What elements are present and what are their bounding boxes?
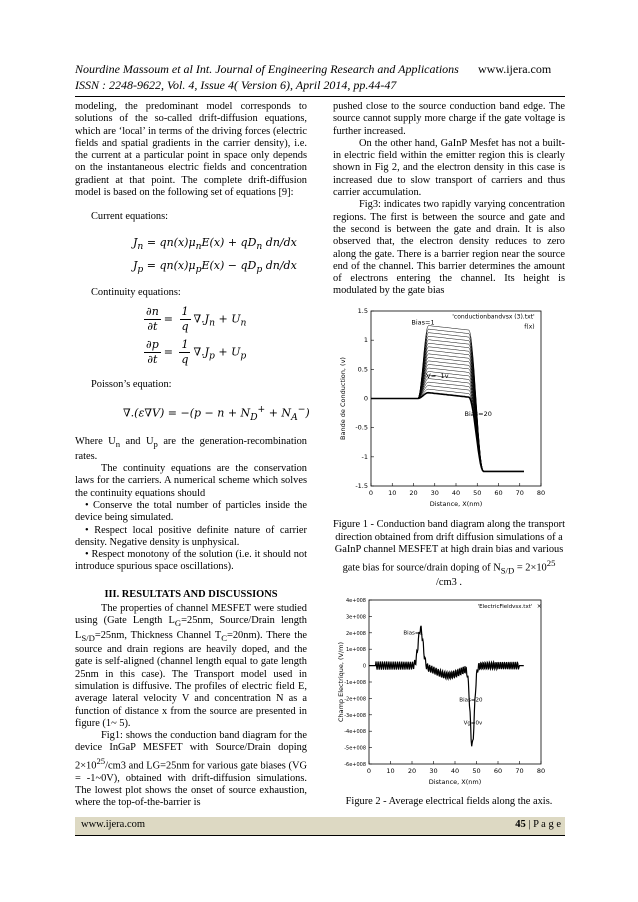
x-tick-label: 70 xyxy=(515,767,524,775)
journal-line: Nourdine Massoum et al Int. Journal of Engineering Research and Applications xyxy=(75,62,459,76)
x-tick-label: 70 xyxy=(515,489,524,497)
x-tick-label: 20 xyxy=(407,767,417,775)
y-tick-label: -1.5 xyxy=(355,482,368,490)
y-tick-label: 0 xyxy=(363,394,368,403)
equation-continuity-n: $\frac{\partial n}{\partial t}$ = $\frac{1}{q}$ $\nabla.J_n + U_n$ xyxy=(146,304,247,333)
figure-2-chart xyxy=(333,594,565,792)
x-tick-label: 30 xyxy=(429,767,438,775)
conduction-band-curve xyxy=(371,350,524,471)
poisson-equation-label: Poisson’s equation: xyxy=(91,378,172,390)
current-equations-label: Current equations: xyxy=(91,211,169,223)
electric-field-curve xyxy=(369,626,524,747)
equation-jp: $J_p = qn(x)\mu_pE(x) - qD_p$ dn/dx xyxy=(133,259,297,276)
conduction-band-curve xyxy=(371,326,524,472)
annotation-bias-1: Bias=1 xyxy=(403,630,424,637)
legend-marker: × xyxy=(536,603,542,611)
y-tick-label: 1 xyxy=(363,336,368,345)
y-tick-label: -0.5 xyxy=(355,423,368,432)
bullet-1: • Conserve the total number of particles inside the device being simulated. xyxy=(75,499,307,524)
figure-2-caption: Figure 2 - Average electrical fields along the axis. xyxy=(345,796,553,807)
bullet-3: • Respect monotony of the solution (i.e. it should not introduce spurious space oscillations). xyxy=(75,549,307,573)
y-tick-label: 0.5 xyxy=(357,365,368,374)
conduction-band-curve xyxy=(371,343,524,471)
legend-entry-2: f(x) xyxy=(524,323,535,331)
right-paragraph-3: Fig3: indicates two rapidly varying concentration regions. The first is between the source and gate and the second is between the gate and drain. It is also observed that, the electron density reduces to zero along the gate. There is a barrier region near the source end of the channel. This barrier determines the amount of electrons entering the channel. Its height is modulated by the gate bias xyxy=(333,199,565,297)
right-column xyxy=(333,101,565,298)
legend-entry-1: 'conductionbandvsx (3).txt' xyxy=(452,313,535,321)
equation-jn: $J_n = qn(x)\mu_nE(x) + qD_n$ dn/dx xyxy=(133,235,297,252)
annotation-bias-20: Bias=20 xyxy=(464,410,492,418)
conduction-band-curve xyxy=(371,379,524,472)
right-paragraph-2: On the other hand, GaInP Mesfet has not a built-in electric field within the emitter region this is clearly shown in Fig 2, and the electron density in this case is increased due to slow transport of carriers and thus carrier accumulation. xyxy=(333,137,565,199)
y-tick-label: 4e+008 xyxy=(346,598,366,604)
conduction-band-curve xyxy=(371,393,524,472)
bullet-2: • Respect local positive definite nature of carrier density. Negative density is unphysical. xyxy=(75,524,307,548)
x-tick-label: 60 xyxy=(493,767,503,775)
conduction-band-curve xyxy=(371,372,524,472)
x-tick-label: 40 xyxy=(451,489,461,497)
left-paragraph-4: Fig1: shows the conduction band diagram for the device InGaP MESFET with Source/Drain doping $2\times 10^{25}/cm3$ and LG=25nm for various gate biases (VG = -1~0V), obtained with drift-diffusion simulations. The lowest plot shows the onset of source exhaustion, where the top-of-the-barrier is xyxy=(75,730,307,809)
conduction-band-curve xyxy=(371,329,524,471)
x-tick-label: 10 xyxy=(388,489,397,497)
header-rule xyxy=(75,96,565,97)
section-title: III. RESULTATS AND DISCUSSIONS xyxy=(104,588,278,600)
y-tick-label: 0 xyxy=(362,663,366,670)
x-tick-label: 10 xyxy=(386,767,395,775)
annotation-vg: Vg=0v xyxy=(463,720,483,727)
plot-frame xyxy=(369,600,541,764)
y-axis-label: Champ Electrique, (V/m) xyxy=(337,641,345,723)
conduction-band-curve xyxy=(371,368,524,471)
y-axis-label: Bande de Conduction, (v) xyxy=(339,357,347,440)
annotation-vg: V= -1v xyxy=(426,372,449,381)
continuity-equations-label: Continuity equations: xyxy=(91,286,181,298)
left-column xyxy=(75,101,310,809)
y-tick-label: 1.5 xyxy=(357,307,368,315)
x-tick-label: 80 xyxy=(536,489,546,497)
left-paragraph-2: The continuity equations are the conservation laws for the carriers. A numerical scheme which solves the continuity equations should xyxy=(75,463,307,499)
left-paragraph-3: The properties of channel MESFET were studied using (Gate Length $L_G=25nm$, Source/Drain length $L_{S/D}=25nm$, Thickness Channel $T_C=20nm$). There the source and drain regions are heavily doped, and the gate is self-aligned (channel length equal to gate length 25nm in this case). The Transport model used in simulation is diffusive. The profiles of electric field E, average lateral velocity V and concentration N as a function of distance x from the source are presented in figure (1~ 5). xyxy=(75,603,307,729)
figure-1-caption: Figure 1 - Conduction band diagram along the transport direction obtained from drift diffusion simulations of a GaInP channel MESFET at high drain bias and various gate bias for source/drain doping of $N_{S/D} = 2\times 10^{25}$ /cm3 . xyxy=(333,519,566,588)
annotation-bias-20: Bias=20 xyxy=(459,697,483,704)
y-tick-label: -1e+008 xyxy=(344,680,366,686)
conduction-band-curve xyxy=(371,336,524,471)
x-tick-label: 40 xyxy=(450,767,460,775)
x-tick-label: 0 xyxy=(366,767,372,775)
x-tick-label: 60 xyxy=(494,489,503,497)
conduction-band-curve xyxy=(371,347,524,472)
y-tick-label: 3e+008 xyxy=(346,614,366,621)
x-tick-label: 20 xyxy=(409,489,418,497)
y-tick-label: -4e+008 xyxy=(344,729,366,736)
left-paragraph-1: modeling, the predominant model corresponds to solutions of the so-called drift-diffusion equations, which are ‘local’ in terms of the driving forces (electric fields and spatial gradients in the carrier density), i.e. the current at a particular point in space only depends on the instantaneous electric fields and concentration gradient at that point. The complete drift-diffusion model is based on the following set of equations [9]: xyxy=(75,101,307,199)
legend-entry-1: 'ElectricFieldvsx.txt' xyxy=(477,604,533,611)
conduction-band-curve xyxy=(371,333,524,472)
y-tick-label: -6e+008 xyxy=(344,762,366,768)
x-tick-label: 80 xyxy=(536,767,546,775)
equation-continuity-p: $\frac{\partial p}{\partial t}$ = $\frac{1}{q}$ $\nabla.J_p + U_p$ xyxy=(146,337,247,366)
footer-page: 45 | P a g e xyxy=(515,819,561,830)
x-tick-label: 50 xyxy=(472,767,481,775)
figure-1-chart xyxy=(333,305,565,515)
x-axis-label: Distance, X(nm) xyxy=(429,500,483,508)
issn-line: ISSN : 2248-9622, Vol. 4, Issue 4( Version 6), April 2014, pp.44-47 xyxy=(75,78,397,92)
x-tick-label: 50 xyxy=(473,489,482,497)
y-tick-label: -2e+008 xyxy=(344,696,366,703)
header-website[interactable]: www.ijera.com xyxy=(478,62,552,76)
y-tick-label: 1e+008 xyxy=(346,647,366,654)
equation-poisson: $\nabla.(\varepsilon\nabla V) = -(p - n + N_D^+ + N_A^-)$ xyxy=(123,404,310,424)
y-tick-label: -5e+008 xyxy=(344,745,366,752)
x-tick-label: 0 xyxy=(368,489,374,497)
y-tick-label: 2e+008 xyxy=(346,630,366,637)
conduction-band-curve xyxy=(371,389,524,471)
x-axis-label: Distance, X(nm) xyxy=(428,778,482,786)
x-tick-label: 30 xyxy=(430,489,439,497)
right-paragraph-1: pushed close to the source conduction band edge. The source cannot supply more charge if the gate voltage is further increased. xyxy=(333,101,565,137)
conduction-band-curve xyxy=(371,375,524,471)
annotation-bias-1: Bias=1 xyxy=(411,318,435,327)
footer-website[interactable]: www.ijera.com xyxy=(81,819,146,830)
footer-bar xyxy=(75,817,565,836)
y-tick-label: -3e+008 xyxy=(344,712,366,719)
y-tick-label: -1 xyxy=(361,452,368,461)
where-line: Where $U_n$ and $U_p$ are the generation-recombination rates. xyxy=(75,436,307,462)
